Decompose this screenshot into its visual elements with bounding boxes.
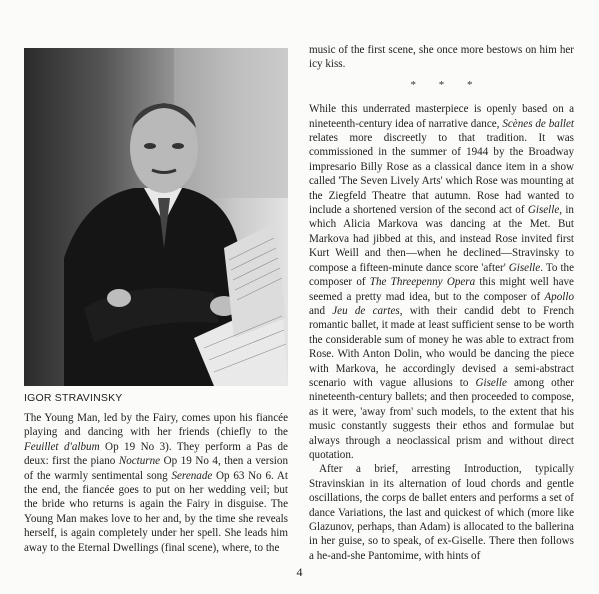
body-paragraph-2: After a brief, arresting Introduction, typically Stravinskian in its alternation of loud chords and gentle oscillations, the corps de ballet enters and performs a set of dance Variations, the last and quickest of which (more like Glazunov, perhaps, than Adam) is allocated to the ballerina in her guise, so to speak, of ex-Giselle. There then follows a he-and-she Pantomime, with hints of: [309, 463, 574, 562]
italic-title: Giselle: [527, 204, 560, 217]
italic-title: Feuillet d'album: [24, 440, 100, 453]
italic-title: The Threepenny Opera: [369, 276, 476, 289]
continuation-paragraph: music of the first scene, she once more bestows on him her icy kiss.: [309, 44, 574, 71]
italic-title: Apollo: [544, 290, 574, 303]
italic-title: Giselle: [475, 376, 507, 389]
left-column: [24, 411, 288, 555]
photo-caption: IGOR STRAVINSKY: [24, 392, 123, 404]
portrait-image: [24, 48, 288, 386]
stravinsky-photo: [24, 48, 288, 386]
italic-title: Giselle: [508, 261, 541, 274]
italic-title: Scènes de ballet: [502, 117, 574, 130]
page-number: 4: [296, 565, 303, 579]
italic-title: Serenade: [171, 469, 213, 482]
body-paragraph-1: While this underrated masterpiece is openly based on a nineteenth-century idea of narrative dance, Scènes de ballet relates more discreetly to that tradition. It was commissioned in the summer of 1944 by the Broadway impresario Billy Rose as a classical dance item in a show called 'The Seven Lively Arts' which Rose was mounting at the Ziegfeld Theatre that autumn. Rose had wanted to include a shortened version of the second act of Giselle, in which Alicia Markova was dancing at the Met. But Markova had jibbed at this, and instead Rose invited first Kurt Weill and then—when he declined—Stravinsky to compose a fifteen-minute dance score 'after' Giselle. To the composer of The Threepenny Opera this might well have seemed a pretty mad idea, but to the composer of Apollo and Jeu de cartes, with their candid debt to French romantic ballet, it made at least sufficient sense to be worth the considerable sum of money he was able to extract from Rose. With Anton Dolin, who would be dancing the piece with Markova, he accordingly devised a semi-abstract scenario with vague allusions to Giselle among other nineteenth-century ballets; and then proceeded to compose, as it were, 'away from' such models, to the extent that his music constantly suggests their ethos and formulae but always through a neoclassical prism and without direct quotation.: [309, 103, 574, 461]
right-column: [309, 43, 574, 563]
section-separator: * * *: [410, 78, 483, 91]
italic-title: Jeu de cartes: [332, 304, 400, 317]
italic-title: Nocturne: [118, 455, 161, 468]
left-paragraph: The Young Man, led by the Fairy, comes upon his fiancée playing and dancing with her friends (chiefly to the Feuillet d'album Op 19 No 3). They perform a Pas de deux: first the piano Nocturne Op 19 No 4, then a version of the warmly sentimental song Serenade Op 63 No 6. At the end, the fiancée goes to put on her wedding veil; but the bride who returns is again the Fairy in disguise. The Young Man makes love to her and, by the time she reveals herself, is again completely under her spell. She leads him away to the Eternal Dwellings (final scene), where, to the: [24, 412, 288, 554]
